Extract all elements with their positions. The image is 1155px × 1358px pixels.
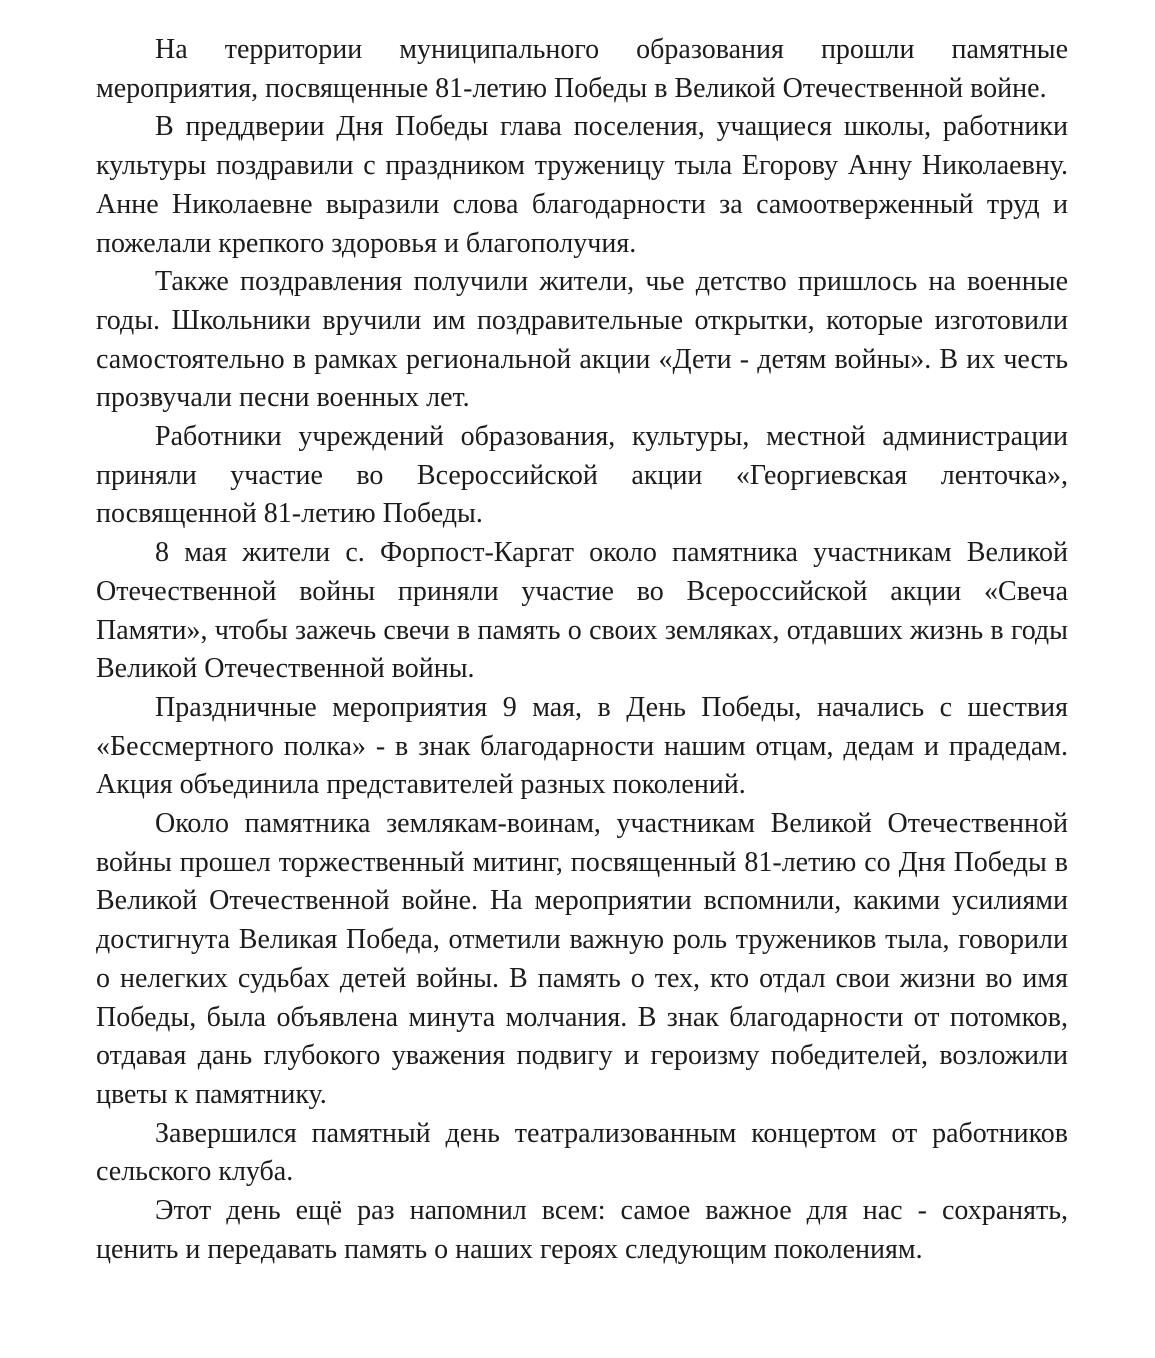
paragraph-st-george-ribbon: Работники учреждений образования, культуры, местной администрации приняли участие во Всероссийской акции «Георгиевская ленточка», посвященной 81-летию Победы. — [96, 421, 1068, 530]
paragraph-children-of-war: Также поздравления получили жители, чье детство пришлось на военные годы. Школьники вручили им поздравительные открытки, которые изготовили самостоятельно в рамках региональной акции «Дети - детям войны». В их честь прозвучали песни военных лет. — [96, 266, 1068, 414]
paragraph-closing: Этот день ещё раз напомнил всем: самое важное для нас - сохранять, ценить и передавать память о наших героях следующим поколениям. — [96, 1195, 1068, 1265]
paragraph-home-front-worker: В преддверии Дня Победы глава поселения, учащиеся школы, работники культуры поздравили с праздником труженицу тыла Егорову Анну Николаевну. Анне Николаевне выразили слова благодарности за самоотверженный труд и пожелали крепкого здоровья и благополучия. — [96, 111, 1068, 259]
document-body — [96, 31, 1068, 1270]
paragraph-candle-of-memory: 8 мая жители с. Форпост-Каргат около памятника участникам Великой Отечественной войны приняли участие во Всероссийской акции «Свеча Памяти», чтобы зажечь свечи в память о своих земляках, отдавших жизнь в годы Великой Отечественной войны. — [96, 537, 1068, 685]
paragraph-intro: На территории муниципального образования прошли памятные мероприятия, посвященные 81-летию Победы в Великой Отечественной войне. — [96, 34, 1068, 104]
paragraph-concert: Завершился памятный день театрализованным концертом от работников сельского клуба. — [96, 1117, 1068, 1188]
paragraph-rally: Около памятника землякам-воинам, участникам Великой Отечественной войны прошел торжественный митинг, посвященный 81-летию со Дня Победы в Великой Отечественной войне. На мероприятии вспомнили, какими усилиями достигнута Великая Победа, отметили важную роль тружеников тыла, говорили о нелегких судьбах детей войны. В память о тех, кто отдал свои жизни во имя Победы, была объявлена минута молчания. В знак благодарности от потомков, отдавая дань глубокого уважения подвигу и героизму победителей, возложили цветы к памятнику. — [96, 808, 1068, 1110]
paragraph-immortal-regiment: Праздничные мероприятия 9 мая, в День Победы, начались с шествия «Бессмертного полка» - в знак благодарности нашим отцам, дедам и прадедам. Акция объединила представителей разных поколений. — [96, 691, 1068, 801]
